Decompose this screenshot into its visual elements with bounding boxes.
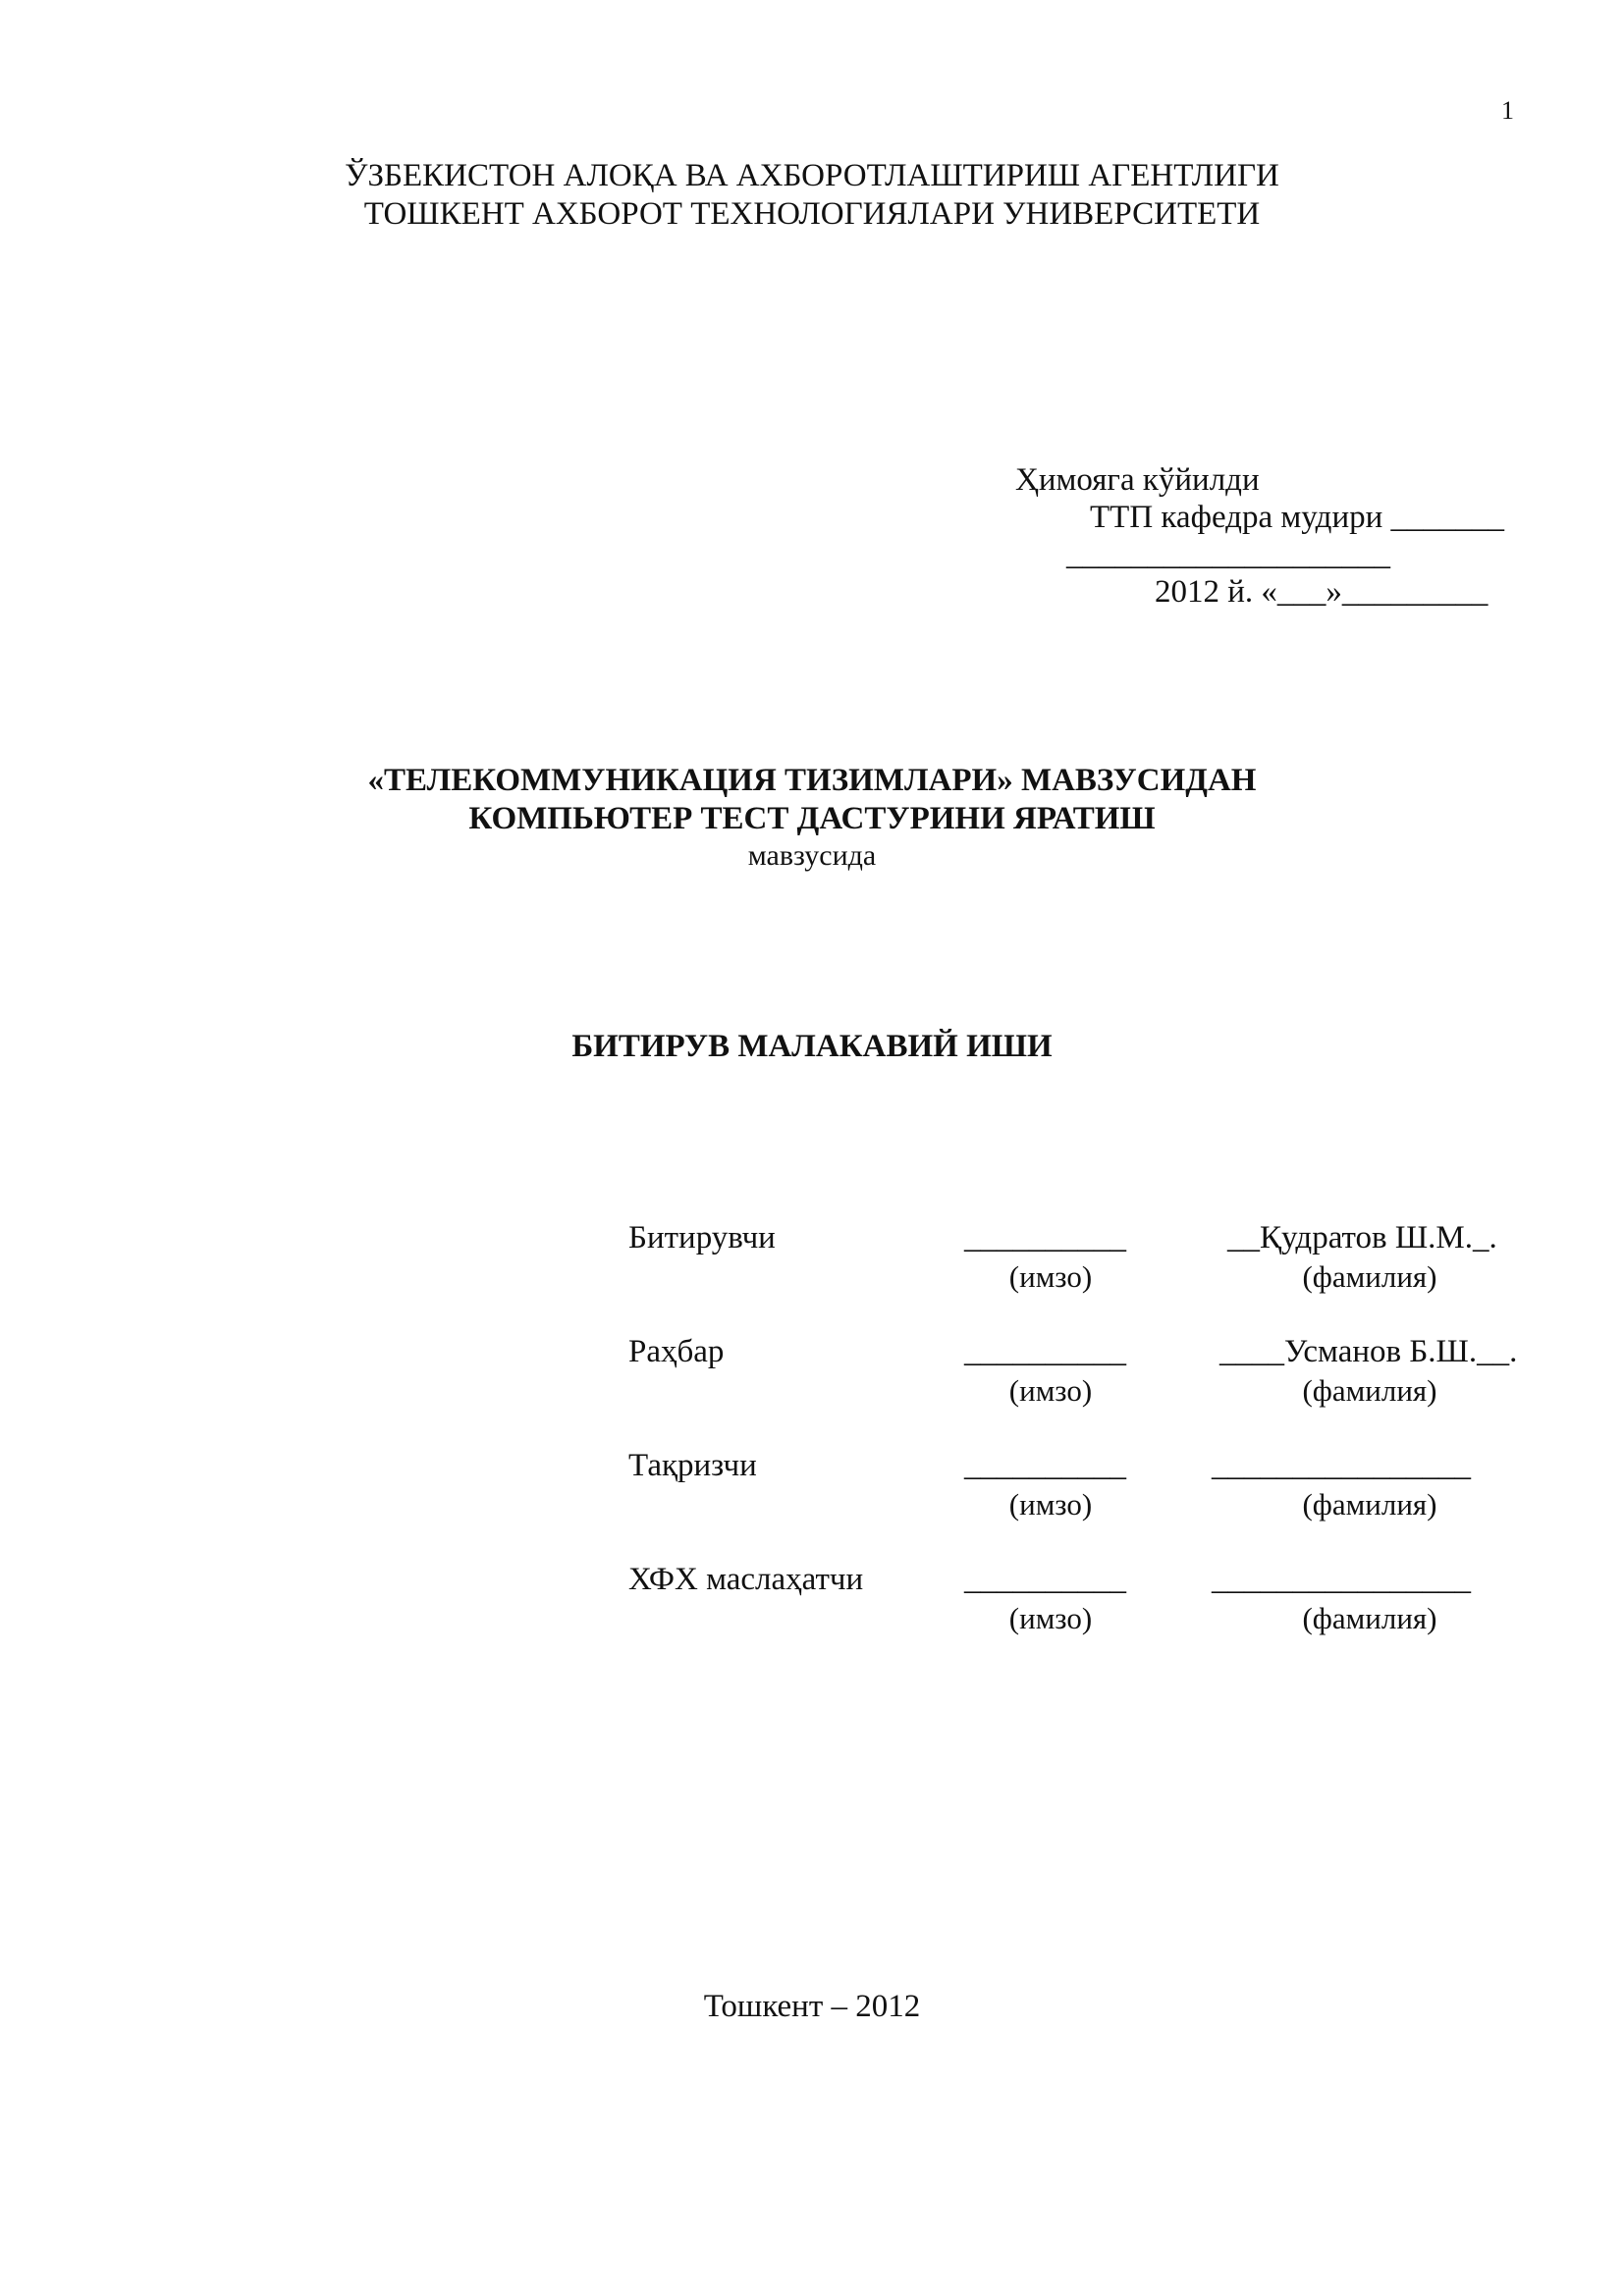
- header-agency: ЎЗБЕКИСТОН АЛОҚА ВА АХБОРОТЛАШТИРИШ АГЕНТЛИГИ: [345, 158, 1279, 193]
- work-title: БИТИРУВ МАЛАКАВИЙ ИШИ: [571, 1029, 1053, 1064]
- signature-role-reviewer: Тақризчи: [628, 1448, 757, 1483]
- approval-signature-line: ____________________: [1066, 537, 1390, 572]
- topic-line-1: «ТЕЛЕКОММУНИКАЦИЯ ТИЗИМЛАРИ» МАВЗУСИДАН: [367, 763, 1257, 798]
- name-caption-supervisor: (фамилия): [1302, 1373, 1437, 1408]
- signature-role-supervisor: Раҳбар: [628, 1334, 725, 1369]
- signature-caption-reviewer: (имзо): [1008, 1487, 1093, 1522]
- name-line-consultant: ________________: [1212, 1562, 1471, 1597]
- signature-line-graduate: __________: [964, 1220, 1126, 1255]
- signature-role-consultant: ХФХ маслаҳатчи: [628, 1562, 864, 1597]
- signature-caption-consultant: (имзо): [1008, 1601, 1093, 1635]
- institution-header: [0, 157, 1624, 234]
- place-and-year: Тошкент – 2012: [703, 1989, 921, 2024]
- name-line-graduate: __Қудратов Ш.М._.: [1227, 1220, 1497, 1255]
- name-caption-reviewer: (фамилия): [1302, 1487, 1437, 1522]
- name-line-supervisor: ____Усманов Б.Ш.__.: [1219, 1334, 1518, 1369]
- topic-subtitle: мавзусида: [747, 839, 877, 872]
- name-line-reviewer: ________________: [1212, 1448, 1471, 1483]
- topic-block: [0, 762, 1624, 874]
- page-number: 1: [1501, 96, 1514, 125]
- signature-line-reviewer: __________: [964, 1448, 1126, 1483]
- signature-role-graduate: Битирувчи: [628, 1220, 776, 1255]
- name-caption-consultant: (фамилия): [1302, 1601, 1437, 1635]
- signature-caption-supervisor: (имзо): [1008, 1373, 1093, 1408]
- signature-line-consultant: __________: [964, 1562, 1126, 1597]
- signature-line-supervisor: __________: [964, 1334, 1126, 1369]
- signature-caption-graduate: (имзо): [1008, 1259, 1093, 1294]
- approval-department-head: ТТП кафедра мудири _______: [1090, 500, 1505, 535]
- name-caption-graduate: (фамилия): [1302, 1259, 1437, 1294]
- approval-date: 2012 й. «___»_________: [1155, 574, 1489, 610]
- approval-title: Ҳимояга кўйилди: [1015, 462, 1260, 498]
- header-university: ТОШКЕНТ АХБОРОТ ТЕХНОЛОГИЯЛАРИ УНИВЕРСИТЕТИ: [363, 196, 1261, 232]
- topic-line-2: КОМПЬЮТЕР ТЕСТ ДАСТУРИНИ ЯРАТИШ: [468, 801, 1156, 836]
